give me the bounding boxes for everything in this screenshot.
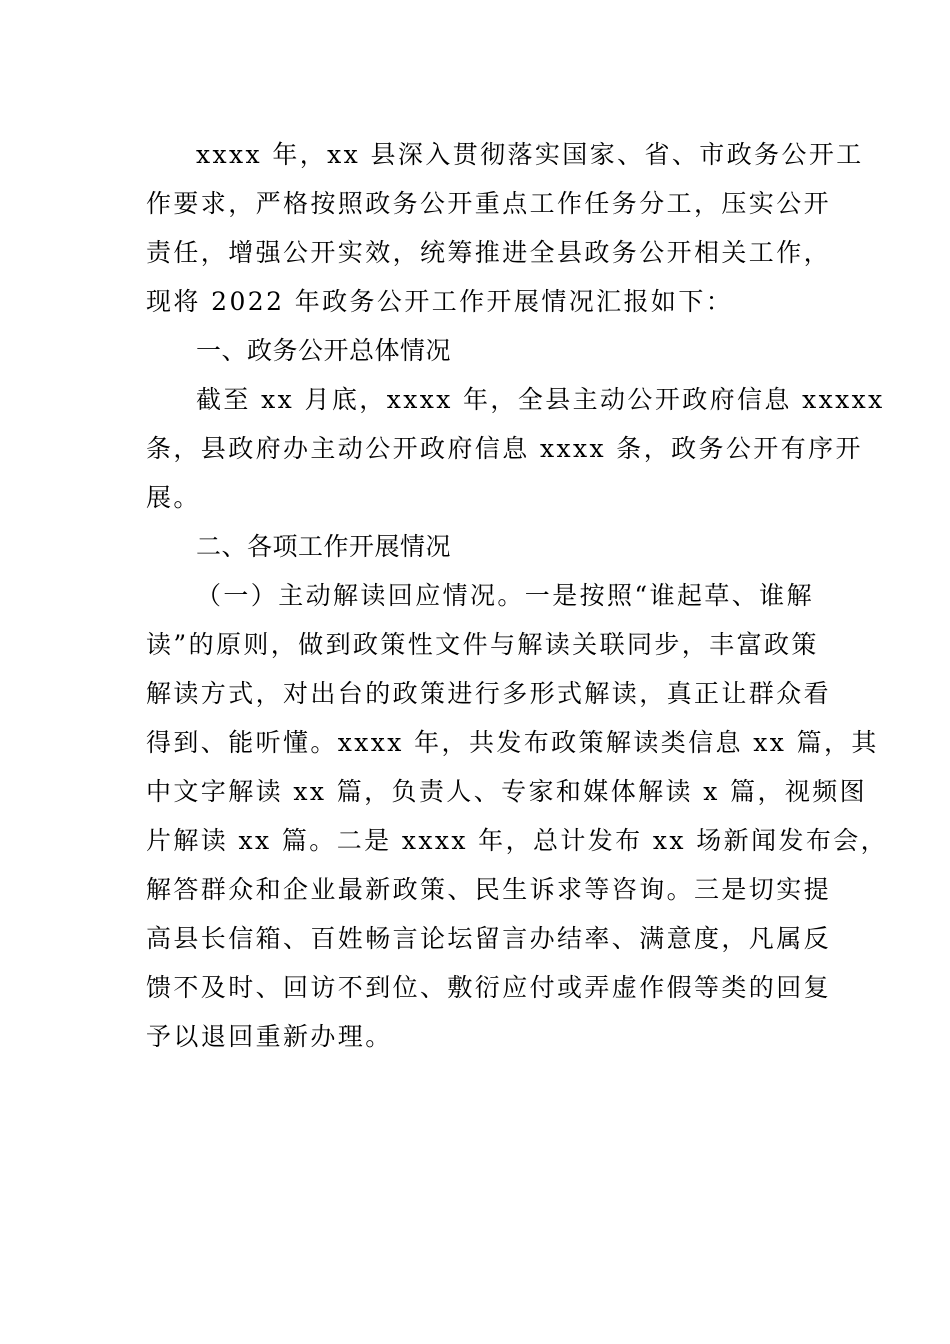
section-1-line: 条，县政府办主动公开政府信息 xxxx 条，政务公开有序开 bbox=[146, 434, 863, 463]
section-2-line: 予以退回重新办理。 bbox=[146, 1022, 393, 1051]
section-2-line: 解读方式，对出台的政策进行多形式解读，真正让群众看 bbox=[146, 679, 832, 708]
intro-line: 责任，增强公开实效，统筹推进全县政务公开相关工作， bbox=[146, 238, 832, 267]
section-2-line: 读”的原则，做到政策性文件与解读关联同步，丰富政策 bbox=[146, 630, 819, 659]
section-2-line: 馈不及时、回访不到位、敷衍应付或弄虚作假等类的回复 bbox=[146, 973, 832, 1002]
section-2-heading: 二、各项工作开展情况 bbox=[196, 532, 452, 561]
section-2-line: 高县长信箱、百姓畅言论坛留言办结率、满意度，凡属反 bbox=[146, 924, 832, 953]
intro-line: 作要求，严格按照政务公开重点工作任务分工，压实公开 bbox=[146, 189, 832, 218]
section-1-paragraph bbox=[146, 375, 885, 522]
section-2-line: 得到、能听懂。xxxx 年，共发布政策解读类信息 xx 篇，其 bbox=[146, 728, 879, 757]
intro-line: xxxx 年，xx 县深入贯彻落实国家、省、市政务公开工 bbox=[196, 140, 864, 169]
section-2-line: 片解读 xx 篇。二是 xxxx 年，总计发布 xx 场新闻发布会， bbox=[146, 826, 889, 855]
document-body bbox=[146, 130, 889, 1061]
section-2-line: 中文字解读 xx 篇，负责人、专家和媒体解读 x 篇，视频图 bbox=[146, 777, 868, 806]
section-1-line: 展。 bbox=[146, 483, 201, 512]
section-2-line: （一）主动解读回应情况。一是按照“谁起草、谁解 bbox=[196, 581, 814, 610]
intro-paragraph bbox=[146, 130, 864, 326]
intro-line: 现将 2022 年政务公开工作开展情况汇报如下： bbox=[146, 287, 734, 316]
section-2-line: 解答群众和企业最新政策、民生诉求等咨询。三是切实提 bbox=[146, 875, 832, 904]
section-1-heading: 一、政务公开总体情况 bbox=[196, 336, 452, 365]
section-1-line: 截至 xx 月底，xxxx 年，全县主动公开政府信息 xxxxx bbox=[196, 385, 885, 414]
section-2-paragraph bbox=[146, 571, 889, 1061]
